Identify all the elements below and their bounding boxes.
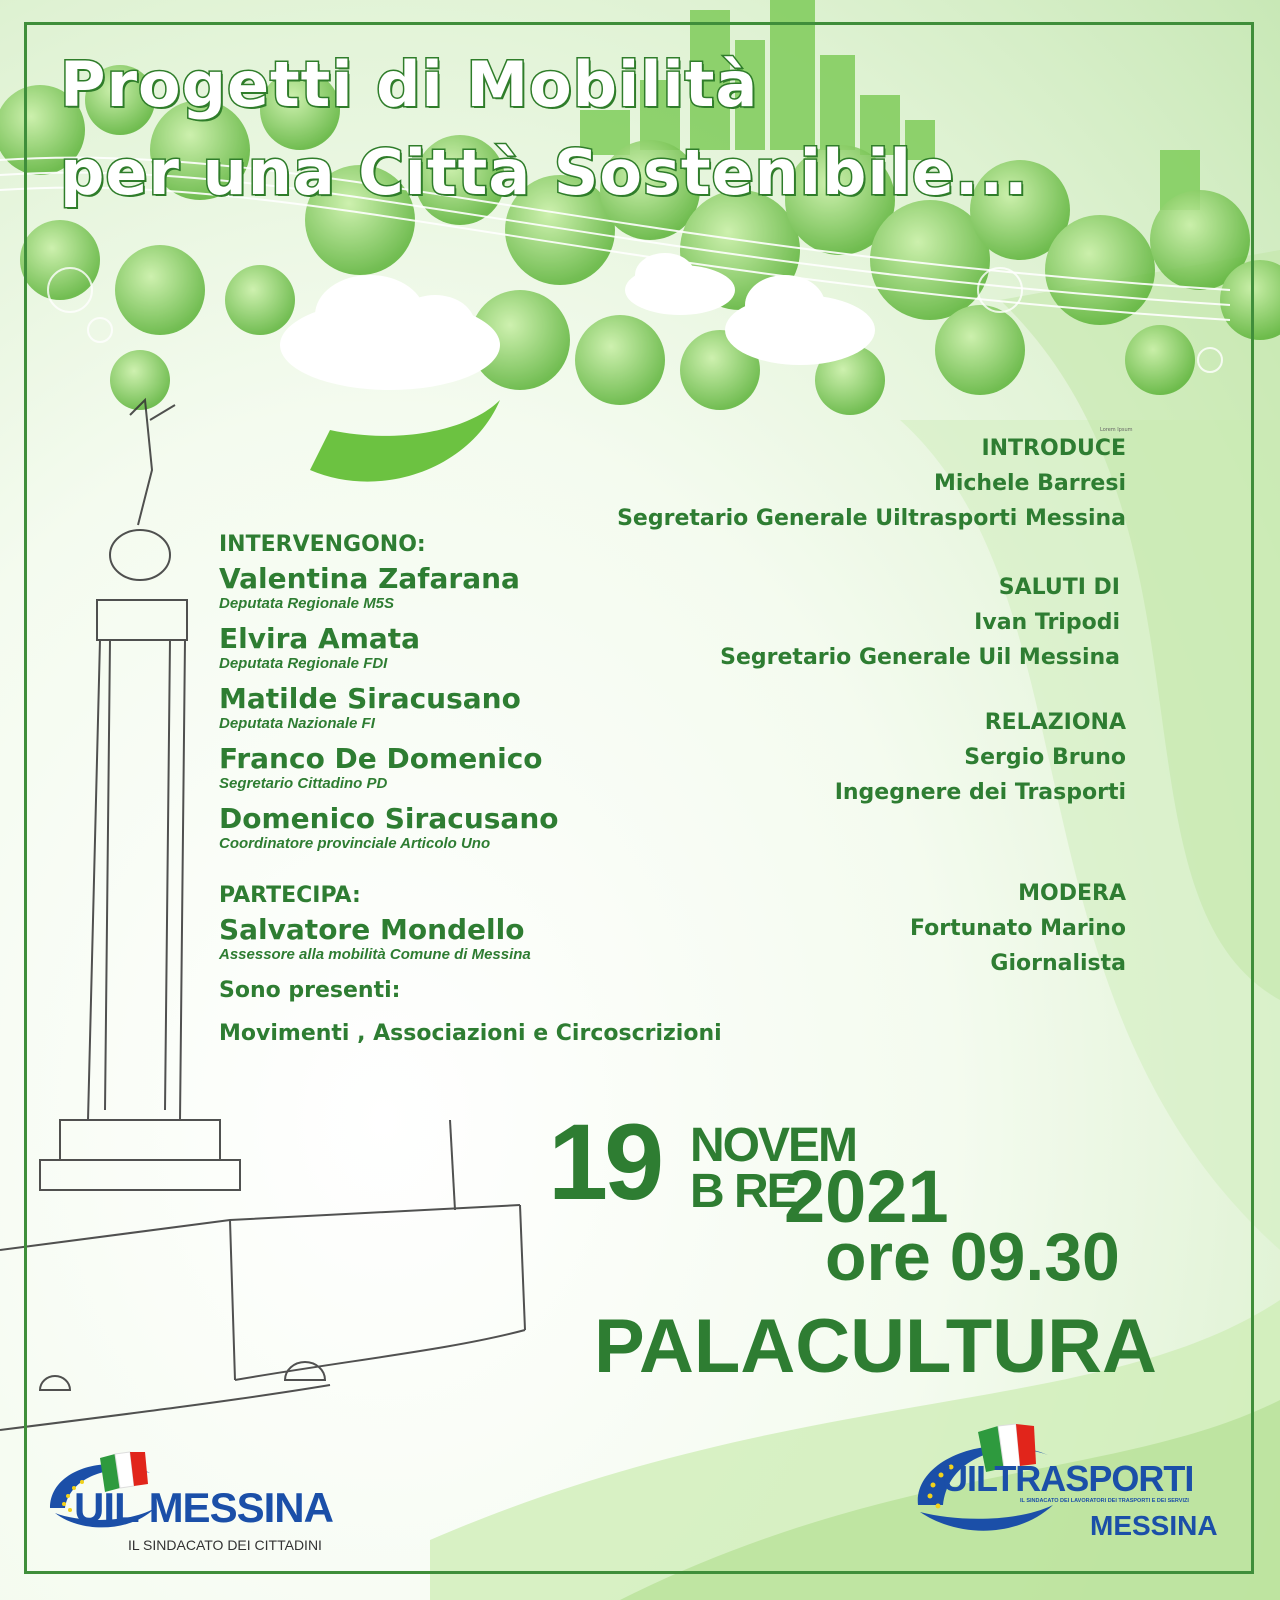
speaker-name: Franco De Domenico [219,742,543,775]
speaker-item [219,743,859,793]
speaker-name: Valentina Zafarana [219,562,520,595]
event-year: 2021 [784,1155,949,1238]
relaziona-label: RELAZIONA [984,710,1126,735]
speaker-role: Deputata Nazionale FI [219,715,375,732]
event-day: 19 [548,1101,661,1222]
event-month-line1: NOVEM [690,1119,857,1172]
saluti-name: Ivan Tripodi [974,610,1120,635]
participant-item [219,914,859,964]
speaker-role: Coordinatore provinciale Articolo Uno [219,835,491,852]
uiltrasporti-name: UILTRASPORTI [942,1458,1194,1499]
uil-messina-name: UIL MESSINA [74,1484,333,1531]
relaziona-name: Sergio Bruno [964,745,1126,770]
modera-label: MODERA [1018,881,1126,906]
speaker-name: Domenico Siracusano [219,802,559,835]
speaker-role: Deputata Regionale FDI [219,655,388,672]
speaker-item [219,803,859,853]
speaker-role: Segretario Cittadino PD [219,775,388,792]
tiny-caption: Lorem Ipsum [1100,427,1133,433]
presenti-text: Movimenti , Associazioni e Circoscrizioni [219,1021,722,1046]
event-venue: PALACULTURA [594,1304,1157,1389]
intervengono-heading: INTERVENGONO: [219,532,426,557]
speaker-name: Elvira Amata [219,622,421,655]
modera-role: Giornalista [990,951,1126,976]
title-line-1: Progetti di Mobilità [60,48,759,121]
saluti-role: Segretario Generale Uil Messina [720,645,1120,670]
speaker-item [219,683,859,733]
event-month-line2: B RE [690,1165,797,1218]
introduce-role: Segretario Generale Uiltrasporti Messina [617,506,1126,531]
participant-name: Salvatore Mondello [219,913,525,946]
speaker-role: Deputata Regionale M5S [219,595,395,612]
participant-role: Assessore alla mobilità Comune di Messina [219,946,531,963]
uiltrasporti-tagline: IL SINDACATO DEI LAVORATORI DEI TRASPORTI E DEI SERVIZI [1020,1498,1189,1504]
relaziona-role: Ingegnere dei Trasporti [834,780,1126,805]
title-line-2: per una Città Sostenibile... [60,136,1029,209]
introduce-block [617,431,1126,536]
introduce-name: Michele Barresi [933,471,1126,496]
uil-messina-tagline: IL SINDACATO DEI CITTADINI [128,1537,322,1553]
modera-name: Fortunato Marino [910,916,1126,941]
partecipa-heading: PARTECIPA: [219,883,361,908]
uiltrasporti-city: MESSINA [1090,1510,1218,1541]
relaziona-block [835,705,1126,810]
saluti-label: SALUTI DI [998,575,1120,600]
presenti-heading: Sono presenti: [219,978,401,1003]
saluti-block [720,570,1120,675]
introduce-label: INTRODUCE [981,436,1126,461]
modera-block [910,876,1126,981]
event-time: ore 09.30 [825,1219,1120,1295]
speaker-name: Matilde Siracusano [219,682,521,715]
